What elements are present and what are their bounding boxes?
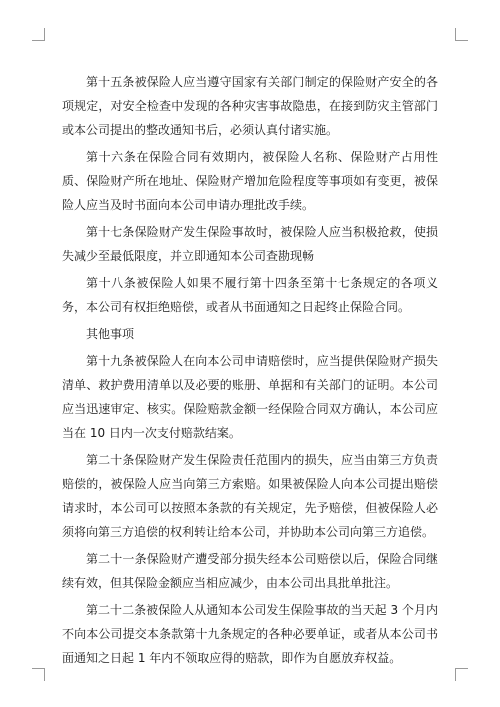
article-20: 第二十条保险财产发生保险责任范围内的损失，应当由第三方负责赔偿的，被保险人应当向第三方索赔。如果被保险人向本公司提出赔偿请求时，本公司可以按照本条款的有关规定，先予赔偿，但被保险人必须将向第三方追偿的权利转让给本公司，并协助本公司向第三方追偿。 [62, 453, 438, 539]
crop-mark-bottom-left [32, 668, 45, 681]
crop-mark-top-right [455, 28, 468, 41]
section-heading: 其他事项 [86, 327, 135, 341]
article-19: 第十九条被保险人在向本公司申请赔偿时，应当提供保险财产损失清单、救护费用清单以及必要的账册、单据和有关部门的证明。本公司应当迅速审定、核实。保险赔款金额一经保险合同双方确认，本公司应当在 10 日内一次支付赔款结案。 [62, 354, 438, 440]
article-16: 第十六条在保险合同有效期内，被保险人名称、保险财产占用性质、保险财产所在地址、保险财产增加危险程度等事项如有变更，被保险人应当及时书面向本公司申请办理批改手续。 [62, 150, 438, 212]
article-22: 第二十二条被保险人从通知本公司发生保险事故的当天起 3 个月内不向本公司提交本条款第十九条规定的各种必要单证，或者从本公司书面通知之日起 1 年内不领取应得的赔款，即作为自愿放弃权益。 [62, 603, 438, 665]
crop-mark-bottom-right [455, 668, 468, 681]
crop-mark-top-left [32, 28, 45, 41]
article-21: 第二十一条保险财产遭受部分损失经本公司赔偿以后，保险合同继续有效，但其保险金额应当相应减少，由本公司出具批单批注。 [62, 552, 438, 590]
article-17: 第十七条保险财产发生保险事故时，被保险人应当积极抢救，使损失减少至最低限度，并立即通知本公司查勘现畅 [62, 225, 438, 263]
article-15: 第十五条被保险人应当遵守国家有关部门制定的保险财产安全的各项规定，对安全检查中发现的各种灾害事故隐患，在接到防灾主管部门或本公司提出的整改通知书后，必须认真付诸实施。 [62, 75, 438, 137]
document-body [62, 70, 438, 673]
article-18: 第十八条被保险人如果不履行第十四条至第十七条规定的各项义务，本公司有权拒绝赔偿，或者从书面通知之日起终止保险合同。 [62, 276, 438, 314]
